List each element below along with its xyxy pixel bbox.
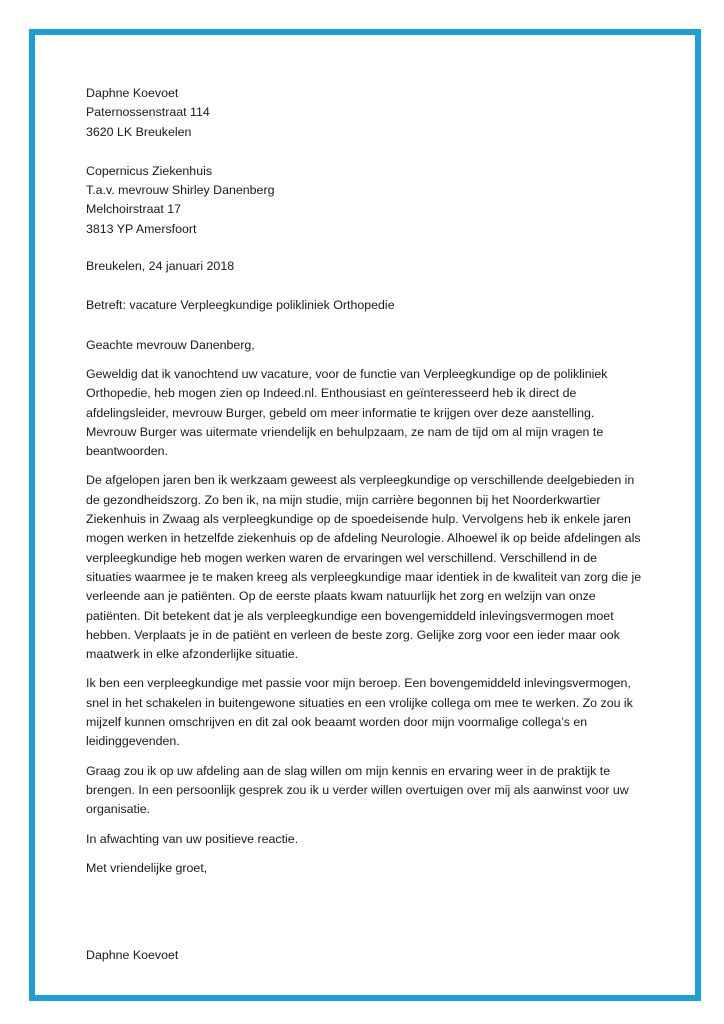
paragraph-4 <box>86 762 646 820</box>
paragraph-line: verleende aan je patiënten. Op de eerste plaats kwam natuurlijk het zorg en welzijn van onze <box>86 589 596 604</box>
recipient-street: Melchoirstraat 17 <box>86 202 182 217</box>
paragraph-line: organisatie. <box>86 802 151 817</box>
paragraph-line: In afwachting van uw positieve reactie. <box>86 831 299 846</box>
paragraph-line: verpleegkundige heb mogen werken waren de ervaringen wel verschillend. Verschillend in de <box>86 550 598 565</box>
paragraph-line: Graag zou ik op uw afdeling aan de slag willen om mijn kennis en ervaring weer in de praktijk te <box>86 763 611 778</box>
salutation <box>86 336 646 355</box>
paragraph-line: patiënten. Dit betekent dat je als verpleegkundige een bovengemiddeld inlevingsvermogen moet <box>86 608 614 623</box>
date-text: Breukelen, 24 januari 2018 <box>86 259 235 274</box>
closing-text: Met vriendelijke groet, <box>86 860 208 875</box>
paragraph-line: brengen. In een persoonlijk gesprek zou ik u verder willen overtuigen over mij als aanwinst voor uw <box>86 782 629 797</box>
sender-street: Paternossenstraat 114 <box>86 105 210 120</box>
paragraph-line: hebben. Verplaats je in de patiënt en verleen de beste zorg. Gelijke zorg voor een ieder maar ook <box>86 627 620 642</box>
paragraph-line: beantwoorden. <box>86 444 168 459</box>
paragraph-line: situaties waarmee je te maken kreeg als verpleegkundige maar identiek in de kwaliteit van zorg die je <box>86 569 642 584</box>
paragraph-line: de gezondheidszorg. Zo ben ik, na mijn studie, mijn carrière begonnen bij het Noorderkwartier <box>86 492 601 507</box>
paragraph-line: maatwerk in elke afzonderlijke situatie. <box>86 647 299 662</box>
paragraph-line: mogen werken in hetzelfde ziekenhuis op de afdeling Neurologie. Alhoewel ik op beide afdelingen als <box>86 531 641 546</box>
paragraph-5 <box>86 830 646 849</box>
sender-name: Daphne Koevoet <box>86 86 179 100</box>
paragraph-line: Ik ben een verpleegkundige met passie voor mijn beroep. Een bovengemiddeld inlevingsvermogen, <box>86 676 631 691</box>
recipient-postal-city: 3813 YP Amersfoort <box>86 221 197 236</box>
paragraph-line: snel in het schakelen in buitengewone situaties en een vrolijke collega om mee te werken. Zo zou ik <box>86 695 633 710</box>
paragraph-line: De afgelopen jaren ben ik werkzaam geweest als verpleegkundige op verschillende deelgebieden in <box>86 473 635 488</box>
recipient-attention: T.a.v. mevrouw Shirley Danenberg <box>86 183 275 198</box>
paragraph-line: Mevrouw Burger was uitermate vriendelijk en behulpzaam, ze nam de tijd om al mijn vragen te <box>86 424 604 439</box>
subject-line <box>86 296 646 315</box>
paragraph-line: leidinggevenden. <box>86 734 180 749</box>
paragraph-line: Geweldig dat ik vanochtend uw vacature, voor de functie van Verpleegkundige op de polikliniek <box>86 366 608 381</box>
sender-postal-city: 3620 LK Breukelen <box>86 124 192 139</box>
paragraph-line: afdelingsleider, mevrouw Burger, gebeld om meer informatie te krijgen over deze aanstelling. <box>86 405 595 420</box>
signature <box>86 946 646 965</box>
closing <box>86 859 646 878</box>
paragraph-3 <box>86 674 646 751</box>
sender-address <box>86 84 646 142</box>
paragraph-1 <box>86 365 646 461</box>
letter-body <box>86 84 646 965</box>
subject-text: Betreft: vacature Verpleegkundige polikliniek Orthopedie <box>86 298 395 313</box>
salutation-text: Geachte mevrouw Danenberg, <box>86 337 255 352</box>
recipient-organization: Copernicus Ziekenhuis <box>86 163 213 178</box>
date-line <box>86 257 646 276</box>
recipient-address <box>86 162 646 239</box>
paragraph-line: Orthopedie, heb mogen zien op Indeed.nl. Enthousiast en geïnteresseerd heb ik direct de <box>86 386 577 401</box>
paragraph-2 <box>86 471 646 664</box>
paragraph-line: Ziekenhuis in Zwaag als verpleegkundige op de spoedeisende hulp. Vervolgens heb ik enkele jaren <box>86 512 631 527</box>
paragraph-line: mijzelf kunnen omschrijven en dit zal ook beaamt worden door mijn voormalige collega’s en <box>86 715 588 730</box>
signature-name: Daphne Koevoet <box>86 948 179 963</box>
